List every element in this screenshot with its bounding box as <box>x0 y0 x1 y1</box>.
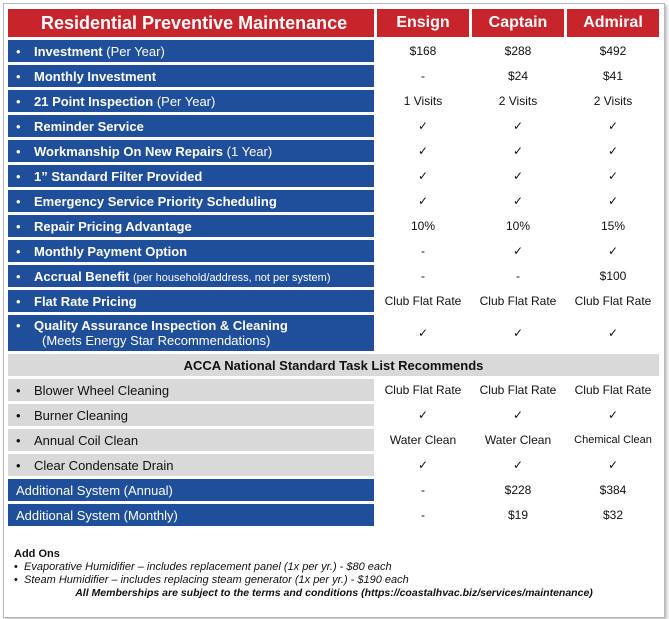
plan-value: $492 <box>567 40 659 62</box>
plan-value: Club Flat Rate <box>377 379 469 401</box>
table-row <box>8 165 659 187</box>
plan-value: Club Flat Rate <box>377 290 469 312</box>
bullet-icon: • <box>16 43 21 59</box>
plan-value: - <box>472 265 564 287</box>
additional-system-label: Additional System (Monthly) <box>8 504 374 526</box>
plan-value: 10% <box>377 215 469 237</box>
plan-value: - <box>377 65 469 87</box>
plan-value: - <box>377 504 469 526</box>
table-row <box>8 140 659 162</box>
plan-value: - <box>377 265 469 287</box>
table-title: Residential Preventive Maintenance <box>8 9 374 37</box>
bullet-icon: • <box>16 168 21 184</box>
feature-name: Repair Pricing Advantage <box>34 218 192 234</box>
plan-value: 10% <box>472 215 564 237</box>
task-name: Clear Condensate Drain <box>34 457 174 473</box>
addon-text: Evaporative Humidifier – includes replacement panel (1x per yr.) - $80 each <box>24 561 392 573</box>
checkmark-icon: ✓ <box>567 190 659 212</box>
column-header-captain: Captain <box>472 9 564 37</box>
column-header-ensign: Ensign <box>377 9 469 37</box>
table-row <box>8 454 659 476</box>
table-row <box>8 215 659 237</box>
plan-value: 2 Visits <box>567 90 659 112</box>
feature-name: Flat Rate Pricing <box>34 293 137 309</box>
feature-label <box>8 140 374 162</box>
table-row <box>8 379 659 401</box>
bullet-icon: • <box>16 193 21 209</box>
plan-value: - <box>377 479 469 501</box>
table-row <box>8 429 659 451</box>
plan-value: Water Clean <box>472 429 564 451</box>
table-row <box>8 479 659 501</box>
feature-label <box>8 115 374 137</box>
feature-label <box>8 90 374 112</box>
checkmark-icon: ✓ <box>377 165 469 187</box>
table-row <box>8 265 659 287</box>
feature-label <box>8 190 374 212</box>
checkmark-icon: ✓ <box>377 404 469 426</box>
header-row <box>8 9 659 37</box>
plan-value: 15% <box>567 215 659 237</box>
plan-value: Club Flat Rate <box>472 290 564 312</box>
bullet-icon: • <box>14 574 18 586</box>
feature-label <box>8 290 374 312</box>
table-row <box>8 315 659 351</box>
feature-label <box>8 315 374 351</box>
feature-name: 1” Standard Filter Provided <box>34 168 203 184</box>
feature-qualifier: (Per Year) <box>156 93 216 109</box>
task-name: Burner Cleaning <box>34 407 128 423</box>
plan-value: Club Flat Rate <box>472 379 564 401</box>
bullet-icon: • <box>16 293 21 309</box>
checkmark-icon: ✓ <box>377 454 469 476</box>
checkmark-icon: ✓ <box>377 115 469 137</box>
table-row <box>8 404 659 426</box>
plan-value: $19 <box>472 504 564 526</box>
plan-value: Club Flat Rate <box>567 379 659 401</box>
checkmark-icon: ✓ <box>472 115 564 137</box>
section-header-row <box>8 354 659 376</box>
plan-value: $288 <box>472 40 564 62</box>
table-row <box>8 115 659 137</box>
acca-task-rows <box>8 379 659 476</box>
checkmark-icon: ✓ <box>567 240 659 262</box>
plan-feature-rows <box>8 40 659 351</box>
checkmark-icon: ✓ <box>567 115 659 137</box>
feature-name: Monthly Investment <box>34 68 157 84</box>
plan-value: - <box>377 240 469 262</box>
plan-value: $168 <box>377 40 469 62</box>
bullet-icon: • <box>16 432 21 448</box>
feature-label <box>8 215 374 237</box>
table-row <box>8 240 659 262</box>
feature-name: Quality Assurance Inspection & Cleaning <box>34 318 288 333</box>
bullet-icon: • <box>16 93 21 109</box>
feature-qualifier: (Meets Energy Star Recommendations) <box>42 333 271 348</box>
feature-name: Investment <box>34 43 103 59</box>
feature-name: 21 Point Inspection <box>34 93 154 109</box>
checkmark-icon: ✓ <box>377 315 469 351</box>
task-label <box>8 429 374 451</box>
bullet-icon: • <box>16 218 21 234</box>
bullet-icon: • <box>16 268 21 284</box>
plan-value: $32 <box>567 504 659 526</box>
plan-value: $228 <box>472 479 564 501</box>
feature-label <box>8 240 374 262</box>
feature-name: Monthly Payment Option <box>34 243 188 259</box>
bullet-icon: • <box>16 143 21 159</box>
plan-value: $384 <box>567 479 659 501</box>
additional-system-rows <box>8 479 659 526</box>
bullet-icon: • <box>14 561 18 573</box>
feature-label <box>8 40 374 62</box>
feature-label <box>8 165 374 187</box>
feature-qualifier: (1 Year) <box>226 143 273 159</box>
bullet-icon: • <box>16 318 21 333</box>
checkmark-icon: ✓ <box>472 140 564 162</box>
plan-value: $24 <box>472 65 564 87</box>
checkmark-icon: ✓ <box>377 190 469 212</box>
plan-value: 1 Visits <box>377 90 469 112</box>
addon-item <box>14 574 654 587</box>
table-row <box>8 190 659 212</box>
bullet-icon: • <box>16 68 21 84</box>
terms-note: All Memberships are subject to the terms and conditions (https://coastalhvac.biz/services/maintenance) <box>75 587 593 599</box>
checkmark-icon: ✓ <box>472 315 564 351</box>
task-name: Annual Coil Clean <box>34 432 139 448</box>
plan-value: 2 Visits <box>472 90 564 112</box>
feature-name: Accrual Benefit <box>34 268 130 284</box>
plan-value: $41 <box>567 65 659 87</box>
checkmark-icon: ✓ <box>567 140 659 162</box>
column-header-admiral: Admiral <box>567 9 659 37</box>
plan-value: $100 <box>567 265 659 287</box>
addons-section <box>14 548 654 600</box>
feature-qualifier: (per household/address, not per system) <box>133 271 331 284</box>
bullet-icon: • <box>16 407 21 423</box>
checkmark-icon: ✓ <box>567 165 659 187</box>
table-row <box>8 290 659 312</box>
addons-title: Add Ons <box>14 548 60 560</box>
feature-label <box>8 65 374 87</box>
checkmark-icon: ✓ <box>567 404 659 426</box>
table-row <box>8 65 659 87</box>
task-name: Blower Wheel Cleaning <box>34 382 170 398</box>
feature-name: Workmanship On New Repairs <box>34 143 224 159</box>
addon-text: Steam Humidifier – includes replacing steam generator (1x per yr.) - $190 each <box>24 574 409 586</box>
checkmark-icon: ✓ <box>472 404 564 426</box>
checkmark-icon: ✓ <box>472 190 564 212</box>
task-label <box>8 379 374 401</box>
table-row <box>8 40 659 62</box>
section-title: ACCA National Standard Task List Recommends <box>8 354 659 376</box>
plan-value: Water Clean <box>377 429 469 451</box>
bullet-icon: • <box>16 243 21 259</box>
bullet-icon: • <box>16 457 21 473</box>
checkmark-icon: ✓ <box>377 140 469 162</box>
checkmark-icon: ✓ <box>567 454 659 476</box>
bullet-icon: • <box>16 118 21 134</box>
task-label <box>8 404 374 426</box>
checkmark-icon: ✓ <box>472 165 564 187</box>
maintenance-plan-table <box>5 6 662 529</box>
task-label <box>8 454 374 476</box>
additional-system-label: Additional System (Annual) <box>8 479 374 501</box>
feature-label <box>8 265 374 287</box>
table-row <box>8 90 659 112</box>
table-row <box>8 504 659 526</box>
checkmark-icon: ✓ <box>472 454 564 476</box>
feature-name: Reminder Service <box>34 118 144 134</box>
bullet-icon: • <box>16 382 21 398</box>
checkmark-icon: ✓ <box>472 240 564 262</box>
plan-value: Club Flat Rate <box>567 290 659 312</box>
feature-name: Emergency Service Priority Scheduling <box>34 193 277 209</box>
checkmark-icon: ✓ <box>567 315 659 351</box>
plan-value: Chemical Clean <box>567 429 659 451</box>
addon-item <box>14 561 654 574</box>
feature-qualifier: (Per Year) <box>106 43 165 59</box>
